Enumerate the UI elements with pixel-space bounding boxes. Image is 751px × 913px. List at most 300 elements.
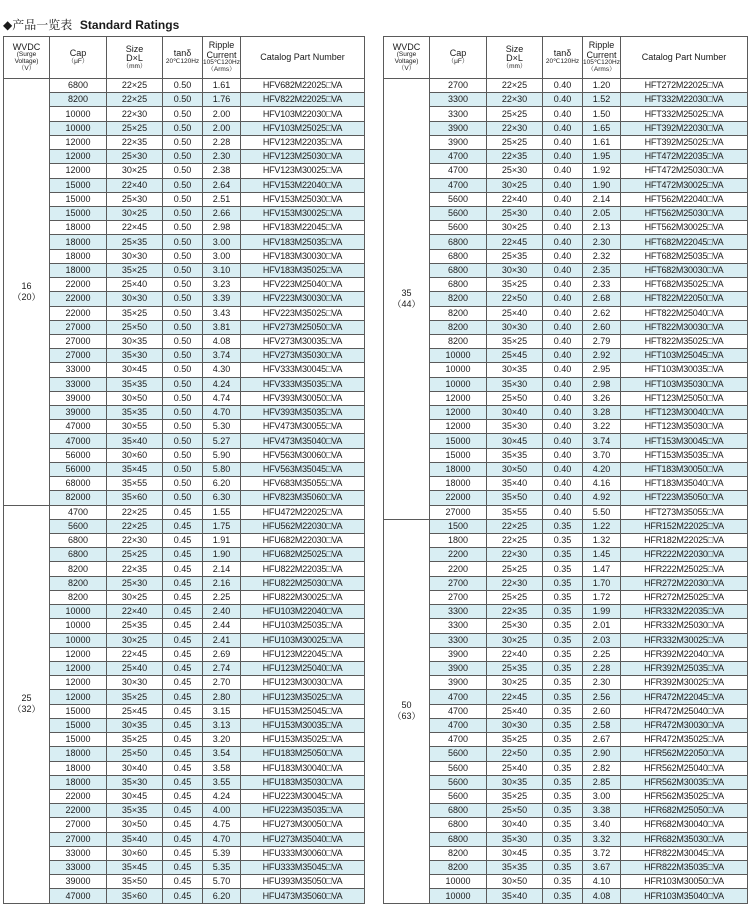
tan-cell: 0.35 <box>543 718 583 732</box>
tan-cell: 0.50 <box>163 292 203 306</box>
table-row <box>384 391 748 405</box>
table-row <box>384 164 748 178</box>
cap-cell: 22000 <box>50 804 107 818</box>
tan-cell: 0.40 <box>543 278 583 292</box>
size-cell: 35×55 <box>487 505 543 519</box>
table-row <box>384 875 748 889</box>
catalog-cell: HFU223M30045□VA <box>241 789 365 803</box>
size-cell: 22×30 <box>487 576 543 590</box>
tan-cell: 0.45 <box>163 875 203 889</box>
ripple-cell: 2.30 <box>583 676 621 690</box>
tan-cell: 0.35 <box>543 789 583 803</box>
size-cell: 30×60 <box>107 846 163 860</box>
size-unit: （mm） <box>122 62 147 70</box>
size-cell: 25×30 <box>107 576 163 590</box>
size-cell: 30×30 <box>107 292 163 306</box>
catalog-cell: HFU183M35030□VA <box>241 775 365 789</box>
cap-cell: 22000 <box>430 491 487 505</box>
table-row <box>384 747 748 761</box>
table-row <box>384 775 748 789</box>
ripple-cell: 3.74 <box>583 434 621 448</box>
cap-cell: 4700 <box>430 178 487 192</box>
table-row <box>384 619 748 633</box>
cap-cell: 10000 <box>430 889 487 903</box>
cap-cell: 12000 <box>50 676 107 690</box>
catalog-cell: HFT123M30040□VA <box>621 406 748 420</box>
ripple-cell: 1.55 <box>203 505 241 519</box>
cap-cell: 3900 <box>430 647 487 661</box>
ripple-cell: 1.61 <box>583 135 621 149</box>
table-row <box>4 448 365 462</box>
cap-label: Cap <box>449 48 467 59</box>
catalog-cell: HFR682M25050□VA <box>621 804 748 818</box>
ripple-cell: 3.81 <box>203 320 241 334</box>
ripple-cell: 2.82 <box>583 761 621 775</box>
table-row <box>384 846 748 860</box>
table-row <box>4 861 365 875</box>
cap-cell: 5600 <box>430 221 487 235</box>
size-cell: 35×45 <box>107 462 163 476</box>
table-row <box>384 178 748 192</box>
table-row <box>384 462 748 476</box>
catalog-cell: HFR103M30050□VA <box>621 875 748 889</box>
catalog-cell: HFU273M35040□VA <box>241 832 365 846</box>
catalog-cell: HFU153M30035□VA <box>241 718 365 732</box>
title-english: Standard Ratings <box>79 18 180 32</box>
size-label: Size <box>125 43 144 54</box>
ripple-cell: 4.70 <box>203 406 241 420</box>
table-row <box>384 519 748 533</box>
cap-cell: 12000 <box>430 391 487 405</box>
cap-cell: 27000 <box>50 320 107 334</box>
catalog-cell: HFU123M35025□VA <box>241 690 365 704</box>
ripple-cell: 2.05 <box>583 206 621 220</box>
catalog-cell: HFT272M22025□VA <box>621 79 748 93</box>
cap-cell: 27000 <box>50 334 107 348</box>
table-row <box>4 619 365 633</box>
catalog-cell: HFT392M22030□VA <box>621 121 748 135</box>
table-row <box>4 292 365 306</box>
ripple-cell: 6.20 <box>203 889 241 903</box>
cap-cell: 5600 <box>430 789 487 803</box>
tan-cell: 0.45 <box>163 519 203 533</box>
ripple-cell: 2.64 <box>203 178 241 192</box>
catalog-cell: HFR562M30035□VA <box>621 775 748 789</box>
current-label: Current <box>586 49 617 60</box>
cap-cell: 4700 <box>430 704 487 718</box>
cap-cell: 22000 <box>50 789 107 803</box>
cap-cell: 18000 <box>50 249 107 263</box>
wv-voltage-label: Voltage) <box>14 57 39 65</box>
surge-voltage-value: （32） <box>12 704 41 715</box>
table-row <box>4 278 365 292</box>
tan-cell: 0.40 <box>543 135 583 149</box>
cap-cell: 8200 <box>430 320 487 334</box>
size-cell: 22×40 <box>107 605 163 619</box>
size-cell: 35×50 <box>487 491 543 505</box>
tan-cell: 0.35 <box>543 704 583 718</box>
size-cell: 35×25 <box>487 334 543 348</box>
tan-cell: 0.40 <box>543 249 583 263</box>
table-row <box>4 548 365 562</box>
table-row <box>384 349 748 363</box>
tan-cell: 0.45 <box>163 605 203 619</box>
ripple-cell: 3.74 <box>203 349 241 363</box>
cap-cell: 10000 <box>50 107 107 121</box>
size-cell: 30×35 <box>487 775 543 789</box>
cap-cell: 3900 <box>430 135 487 149</box>
cap-cell: 15000 <box>50 192 107 206</box>
tan-cell: 0.40 <box>543 420 583 434</box>
ratings-table-right <box>383 36 748 904</box>
size-cell: 35×25 <box>107 263 163 277</box>
tan-cell: 0.45 <box>163 534 203 548</box>
cap-cell: 47000 <box>50 420 107 434</box>
cap-cell: 6800 <box>50 548 107 562</box>
catalog-cell: HFV153M25030□VA <box>241 192 365 206</box>
header-catalog <box>621 37 748 79</box>
cap-cell: 47000 <box>50 434 107 448</box>
ripple-cell: 3.39 <box>203 292 241 306</box>
size-cell: 22×35 <box>487 150 543 164</box>
tan-cell: 0.45 <box>163 789 203 803</box>
ripple-cell: 1.22 <box>583 519 621 533</box>
table-row <box>4 889 365 903</box>
size-cell: 22×30 <box>107 107 163 121</box>
table-row <box>4 605 365 619</box>
size-cell: 22×25 <box>107 93 163 107</box>
size-cell: 30×40 <box>487 406 543 420</box>
ripple-cell: 3.43 <box>203 306 241 320</box>
cap-cell: 3300 <box>430 93 487 107</box>
table-row <box>384 505 748 519</box>
tan-cell: 0.40 <box>543 178 583 192</box>
cap-cell: 8200 <box>50 576 107 590</box>
ripple-cell: 1.91 <box>203 534 241 548</box>
catalog-cell: HFT822M22050□VA <box>621 292 748 306</box>
table-row <box>4 846 365 860</box>
table-row <box>384 718 748 732</box>
table-row <box>384 661 748 675</box>
ripple-label: Ripple <box>588 40 615 51</box>
size-cell: 30×50 <box>107 391 163 405</box>
cap-cell: 8200 <box>430 846 487 860</box>
catalog-cell: HFR392M25035□VA <box>621 661 748 675</box>
tan-cell: 0.40 <box>543 235 583 249</box>
wv-surge-label: (Surge <box>16 51 37 58</box>
tan-cell: 0.50 <box>163 79 203 93</box>
size-cell: 22×30 <box>487 93 543 107</box>
ripple-cell: 2.30 <box>203 150 241 164</box>
ripple-cell: 3.22 <box>583 420 621 434</box>
ripple-cell: 1.65 <box>583 121 621 135</box>
ripple-cell: 3.10 <box>203 263 241 277</box>
table-row <box>4 249 365 263</box>
catalog-cell: HFU223M35035□VA <box>241 804 365 818</box>
table-row <box>384 320 748 334</box>
tan-cell: 0.35 <box>543 889 583 903</box>
table-row <box>4 306 365 320</box>
size-cell: 25×25 <box>487 590 543 604</box>
table-row <box>4 676 365 690</box>
catalog-cell: HFR472M25040□VA <box>621 704 748 718</box>
catalog-cell: HFR332M22035□VA <box>621 605 748 619</box>
ripple-cell: 4.08 <box>203 334 241 348</box>
catalog-label: Catalog Part Number <box>260 51 345 62</box>
cap-cell: 1500 <box>430 519 487 533</box>
cap-cell: 18000 <box>50 761 107 775</box>
size-cell: 35×25 <box>107 733 163 747</box>
table-row <box>4 349 365 363</box>
tan-cell: 0.40 <box>543 377 583 391</box>
ripple-cell: 1.90 <box>583 178 621 192</box>
ripple-cell: 5.70 <box>203 875 241 889</box>
cap-cell: 10000 <box>50 605 107 619</box>
ratings-table-left <box>3 36 365 904</box>
cap-cell: 5600 <box>430 747 487 761</box>
tan-cell: 0.40 <box>543 79 583 93</box>
size-cell: 35×35 <box>107 804 163 818</box>
table-row <box>4 647 365 661</box>
size-cell: 30×25 <box>487 676 543 690</box>
tan-cell: 0.40 <box>543 477 583 491</box>
catalog-cell: HFR822M30045□VA <box>621 846 748 860</box>
cap-cell: 15000 <box>50 733 107 747</box>
size-cell: 25×40 <box>487 761 543 775</box>
cap-cell: 4700 <box>430 150 487 164</box>
tan-cell: 0.50 <box>163 406 203 420</box>
ripple-cell: 2.16 <box>203 576 241 590</box>
catalog-cell: HFT562M30025□VA <box>621 221 748 235</box>
cap-cell: 47000 <box>50 889 107 903</box>
catalog-cell: HFR562M22050□VA <box>621 747 748 761</box>
size-cell: 30×25 <box>487 633 543 647</box>
size-cell: 25×35 <box>487 661 543 675</box>
table-row <box>4 334 365 348</box>
catalog-cell: HFU333M30060□VA <box>241 846 365 860</box>
catalog-cell: HFV183M22045□VA <box>241 221 365 235</box>
tan-cell: 0.35 <box>543 534 583 548</box>
ripple-cell: 3.54 <box>203 747 241 761</box>
cap-cell: 12000 <box>50 135 107 149</box>
size-cell: 30×25 <box>487 221 543 235</box>
size-cell: 35×45 <box>107 861 163 875</box>
catalog-cell: HFR392M22040□VA <box>621 647 748 661</box>
size-cell: 30×30 <box>107 249 163 263</box>
table-row <box>384 605 748 619</box>
catalog-cell: HFU123M25040□VA <box>241 661 365 675</box>
catalog-cell: HFT472M22035□VA <box>621 150 748 164</box>
ripple-cell: 2.68 <box>583 292 621 306</box>
tan-cell: 0.40 <box>543 93 583 107</box>
table-row <box>384 249 748 263</box>
cap-cell: 4700 <box>430 718 487 732</box>
tan-cell: 0.40 <box>543 292 583 306</box>
table-row <box>384 690 748 704</box>
size-cell: 22×40 <box>487 192 543 206</box>
size-cell: 22×25 <box>107 505 163 519</box>
ripple-cell: 4.20 <box>583 462 621 476</box>
size-cell: 35×40 <box>107 434 163 448</box>
cap-cell: 2700 <box>430 576 487 590</box>
surge-voltage-value: （20） <box>12 291 41 302</box>
cap-cell: 15000 <box>50 718 107 732</box>
catalog-cell: HFT822M35025□VA <box>621 334 748 348</box>
size-label: Size <box>505 43 524 54</box>
catalog-cell: HFR562M35025□VA <box>621 789 748 803</box>
tan-cell: 0.45 <box>163 647 203 661</box>
catalog-cell: HFR822M35035□VA <box>621 861 748 875</box>
cap-cell: 12000 <box>430 406 487 420</box>
cap-cell: 10000 <box>50 633 107 647</box>
catalog-cell: HFR562M25040□VA <box>621 761 748 775</box>
catalog-cell: HFV682M22025□VA <box>241 79 365 93</box>
cap-label: Cap <box>69 48 87 59</box>
table-body <box>384 79 748 904</box>
voltage-group-cell <box>384 519 430 903</box>
catalog-cell: HFV223M35025□VA <box>241 306 365 320</box>
size-cell: 30×40 <box>107 761 163 775</box>
table-row <box>384 590 748 604</box>
wv-surge-label: (Surge <box>396 51 417 58</box>
table-row <box>384 889 748 903</box>
catalog-cell: HFV333M30045□VA <box>241 363 365 377</box>
ripple-cell: 2.80 <box>203 690 241 704</box>
size-cell: 35×35 <box>107 377 163 391</box>
size-cell: 22×35 <box>487 605 543 619</box>
ripple-cell: 2.66 <box>203 206 241 220</box>
catalog-cell: HFU153M25045□VA <box>241 704 365 718</box>
table-row <box>384 733 748 747</box>
size-cell: 30×50 <box>107 818 163 832</box>
size-cell: 35×25 <box>107 690 163 704</box>
size-cell: 25×50 <box>487 804 543 818</box>
table-row <box>4 192 365 206</box>
tan-cell: 0.50 <box>163 249 203 263</box>
cap-cell: 15000 <box>50 206 107 220</box>
tan-cell: 0.50 <box>163 306 203 320</box>
cap-cell: 4700 <box>430 690 487 704</box>
cap-cell: 5600 <box>430 775 487 789</box>
size-cell: 30×50 <box>487 462 543 476</box>
ripple-cell: 2.67 <box>583 733 621 747</box>
size-cell: 25×30 <box>487 619 543 633</box>
catalog-cell: HFU822M25030□VA <box>241 576 365 590</box>
ripple-cell: 5.39 <box>203 846 241 860</box>
cap-cell: 33000 <box>50 846 107 860</box>
tan-cell: 0.50 <box>163 206 203 220</box>
ripple-label: Ripple <box>208 40 235 51</box>
catalog-cell: HFT682M35025□VA <box>621 278 748 292</box>
size-cell: 25×25 <box>487 135 543 149</box>
catalog-cell: HFT103M25045□VA <box>621 349 748 363</box>
catalog-cell: HFR472M30030□VA <box>621 718 748 732</box>
table-row <box>4 235 365 249</box>
cap-cell: 8200 <box>430 306 487 320</box>
size-cell: 22×50 <box>487 292 543 306</box>
tan-cell: 0.40 <box>543 121 583 135</box>
catalog-cell: HFT822M25040□VA <box>621 306 748 320</box>
size-cell: 30×25 <box>107 164 163 178</box>
catalog-cell: HFU123M30030□VA <box>241 676 365 690</box>
cap-cell: 18000 <box>50 235 107 249</box>
size-cell: 25×45 <box>487 349 543 363</box>
header-cap <box>430 37 487 79</box>
catalog-cell: HFT392M25025□VA <box>621 135 748 149</box>
table-row <box>4 818 365 832</box>
catalog-cell: HFU273M30050□VA <box>241 818 365 832</box>
cap-cell: 18000 <box>50 221 107 235</box>
ripple-cell: 1.72 <box>583 590 621 604</box>
size-cell: 35×25 <box>107 306 163 320</box>
catalog-cell: HFR682M30040□VA <box>621 818 748 832</box>
ripple-cell: 2.44 <box>203 619 241 633</box>
table-row <box>4 590 365 604</box>
catalog-cell: HFV183M35025□VA <box>241 263 365 277</box>
table-row <box>4 121 365 135</box>
catalog-cell: HFT273M35055□VA <box>621 505 748 519</box>
tan-cell: 0.35 <box>543 605 583 619</box>
table-row <box>4 206 365 220</box>
catalog-cell: HFV683M35055□VA <box>241 477 365 491</box>
header-tan <box>543 37 583 79</box>
ripple-cell: 2.28 <box>583 661 621 675</box>
table-body <box>4 79 365 904</box>
wv-unit: （V） <box>17 64 36 72</box>
table-row <box>384 334 748 348</box>
tan-cell: 0.35 <box>543 775 583 789</box>
size-cell: 25×40 <box>107 278 163 292</box>
tan-cell: 0.40 <box>543 505 583 519</box>
cap-cell: 8200 <box>50 93 107 107</box>
cap-cell: 1800 <box>430 534 487 548</box>
size-cell: 30×30 <box>487 320 543 334</box>
header-row <box>4 37 365 79</box>
ripple-cell: 2.40 <box>203 605 241 619</box>
catalog-cell: HFT183M35040□VA <box>621 477 748 491</box>
table-row <box>384 548 748 562</box>
tan-cell: 0.45 <box>163 832 203 846</box>
cap-cell: 5600 <box>430 206 487 220</box>
cap-cell: 3900 <box>430 676 487 690</box>
size-cell: 22×35 <box>107 135 163 149</box>
size-cell: 22×45 <box>107 221 163 235</box>
title-chinese: 产品一览表 <box>12 18 73 32</box>
catalog-cell: HFU103M22040□VA <box>241 605 365 619</box>
catalog-cell: HFV123M30025□VA <box>241 164 365 178</box>
tan-cell: 0.40 <box>543 221 583 235</box>
tan-cell: 0.45 <box>163 548 203 562</box>
table-row <box>4 420 365 434</box>
catalog-cell: HFT332M22030□VA <box>621 93 748 107</box>
table-row <box>4 718 365 732</box>
cap-cell: 8200 <box>430 292 487 306</box>
ripple-cell: 2.41 <box>203 633 241 647</box>
tan-cell: 0.45 <box>163 690 203 704</box>
catalog-cell: HFT153M30045□VA <box>621 434 748 448</box>
table-row <box>4 107 365 121</box>
ripple-cell: 6.30 <box>203 491 241 505</box>
cap-cell: 6800 <box>430 832 487 846</box>
size-cell: 22×40 <box>107 178 163 192</box>
size-cell: 22×25 <box>107 79 163 93</box>
cap-cell: 6800 <box>430 235 487 249</box>
cap-cell: 18000 <box>430 477 487 491</box>
catalog-cell: HFT472M25030□VA <box>621 164 748 178</box>
size-cell: 30×45 <box>487 434 543 448</box>
catalog-cell: HFV273M35030□VA <box>241 349 365 363</box>
tan-cell: 0.50 <box>163 263 203 277</box>
